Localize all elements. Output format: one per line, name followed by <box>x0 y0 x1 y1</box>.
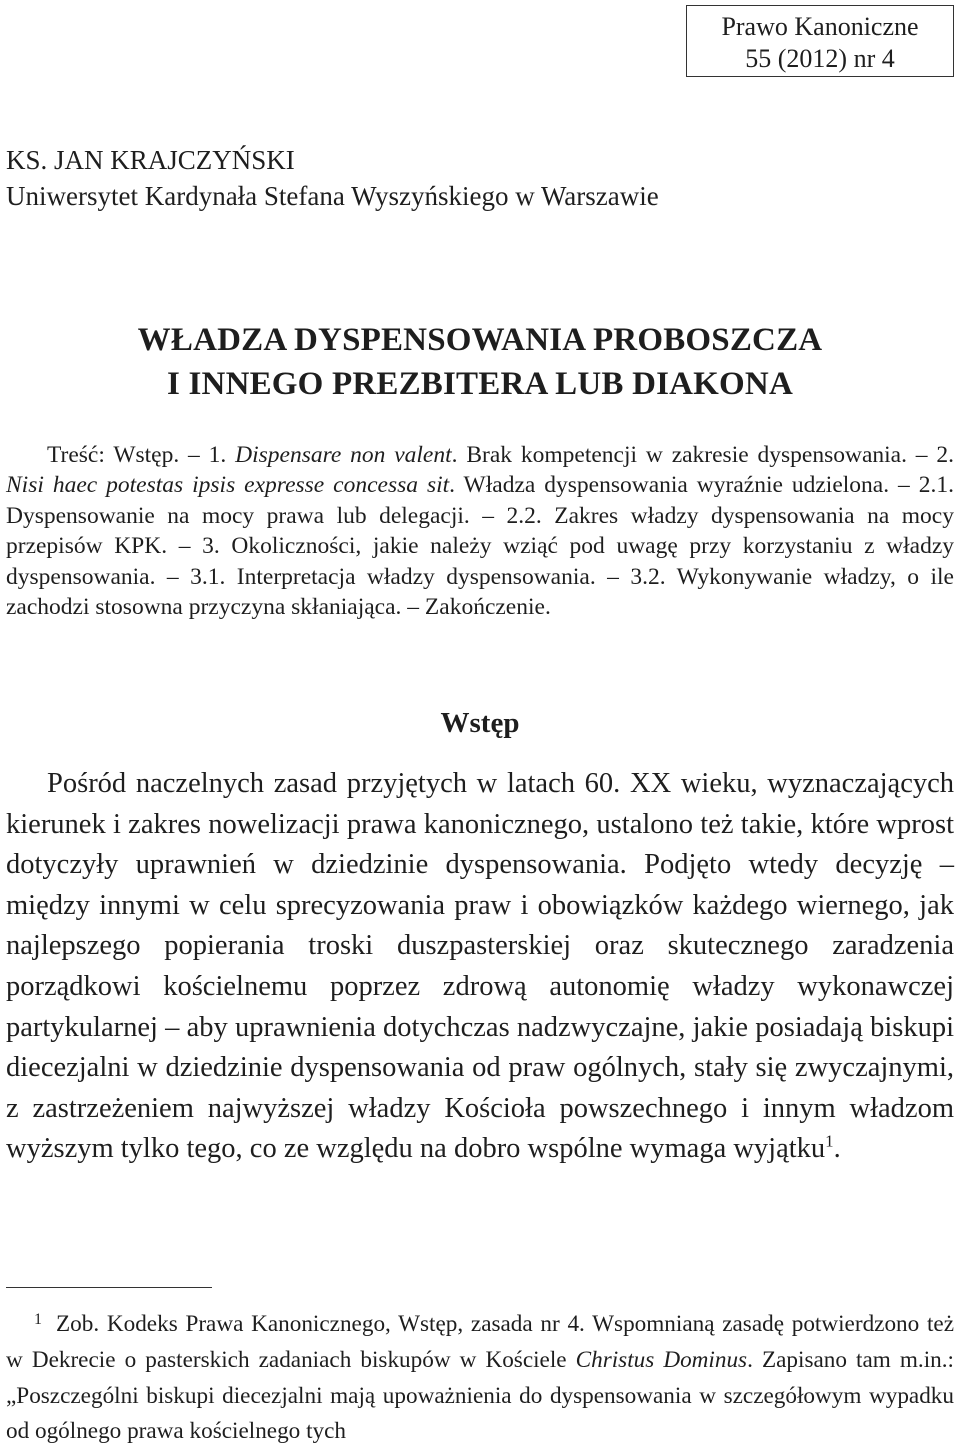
footnote-text-a: Zob. Kodeks Prawa Kanonicznego, Wstęp, zasada nr 4. Wspomnianą zasadę potwierdzono też w Dekrecie o pasterskich zadaniach biskupów w Kościele <box>6 1311 954 1373</box>
footnote-text-b: . Zapisano tam m.in.: „Poszczególni biskupi diecezjalni mają upoważnienia do dyspensowania w szczegółowym wypadku od ogólnego prawa kościelnego tych <box>6 1346 954 1445</box>
section-heading: Wstęp <box>440 707 520 739</box>
journal-issue: 55 (2012) nr 4 <box>745 44 895 73</box>
body-paragraph-end: . <box>833 1133 841 1165</box>
toc-latin-2: Nisi haec potestas ipsis expresse concessa sit <box>6 472 450 499</box>
article-title <box>0 318 960 406</box>
author-block <box>6 142 659 214</box>
body-paragraph-text: Pośród naczelnych zasad przyjętych w latach 60. XX wieku, wyznaczających kierunek i zakres nowelizacji prawa kanonicznego, ustalono też takie, które wprost dotyczyły uprawnień w dziedzinie dyspensowania. Podjęto wtedy decyzję – między innymi w celu sprecyzowania praw i obowiązków każdego wiernego, jak najlepszego popierania troski duszpasterskiej oraz skutecznego zaradzenia porządkowi kościelnemu poprzez zdrową autonomię władzy wykonawczej partykularnej – aby uprawnienia dotychczas nadzwyczajne, jakie posiadają biskupi diecezjalni w dziedzinie dyspensowania od praw ogólnych, stały się zwyczajnymi, z zastrzeżeniem najwyższej władzy Kościoła powszechnego i innym władzom wyższym tylko tego, co ze względu na dobro wspólne wymaga wyjątku <box>6 768 954 1165</box>
footnote-divider <box>6 1287 212 1288</box>
article-title-line-1: WŁADZA DYSPENSOWANIA PROBOSZCZA <box>137 322 823 358</box>
author-affiliation: Uniwersytet Kardynała Stefana Wyszyńskiego w Warszawie <box>6 181 659 211</box>
toc-text <box>6 440 954 622</box>
author-name: KS. JAN KRAJCZYŃSKI <box>6 145 295 175</box>
article-title-line-2: I INNEGO PREZBITERA LUB DIAKONA <box>167 366 793 402</box>
toc-part-c: . Brak kompetencji w zakresie dyspensowania. – 2. <box>451 442 955 468</box>
footnote-italic-title: Christus Dominus <box>575 1346 748 1373</box>
footnote <box>6 1302 954 1450</box>
toc-part-e: . Władza dyspensowania wyraźnie udzielona. – 2.1. Dyspensowanie na mocy prawa lub delegacji. – 2.2. Zakres władzy dyspensowania na mocy przepisów KPK. – 3. Okoliczności, jakie należy wziąć pod uwagę przy korzystaniu z władzy dyspensowania. – 3.1. Interpretacja władzy dyspensowania. – 3.2. Wykonywanie władzy, o ile zachodzi stosowna przyczyna skłaniająca. – Zakończenie. <box>6 472 954 621</box>
toc-latin-1: Dispensare non valent <box>235 442 452 468</box>
footnote-number: 1 <box>34 1311 42 1328</box>
table-of-contents <box>6 440 954 622</box>
toc-label: Treść: <box>47 442 105 468</box>
journal-info-box <box>686 5 954 77</box>
footnote-reference[interactable]: 1 <box>825 1131 834 1151</box>
body-paragraph <box>6 764 954 1170</box>
toc-part-a: Wstęp. – 1. <box>113 442 236 468</box>
journal-name: Prawo Kanoniczne <box>721 12 919 41</box>
